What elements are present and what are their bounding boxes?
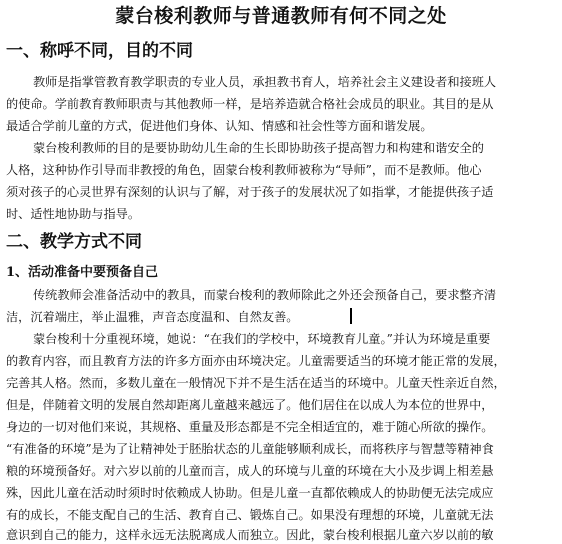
section2-subheading: 1、活动准备中要预备自己 [6,265,159,280]
section1-line: 时、适性地协助与指导。 [6,207,141,221]
section1-line: 蒙台梭利教师的目的是要协助幼儿生命的生长即协助孩子提高智力和构建和谐安全的 [33,141,484,155]
section1-heading: 一、称呼不同，目的不同 [6,41,193,61]
section1-line: 的使命。学前教育教师职责与其他教师一样，是培养造就合格社会成员的职业。其目的是从 [6,97,494,111]
section2-line: 但是，伴随着文明的发展自然却距离儿童越来越远了。他们居住在以成人为本位的世界中， [6,398,494,412]
text-cursor[interactable] [350,308,352,324]
section2-line: “有准备的环境”是为了让精神处于胚胎状态的儿童能够顺利成长，而将秩序与智慧等精神食 [6,442,494,456]
section1-line: 最适合学前儿童的方式，促进他们身体、认知、情感和社会性等方面和谐发展。 [6,119,433,133]
section2-line: 有的成长，不能支配自己的生活、教育自己、锻炼自己。如果没有理想的环境，儿童就无法 [6,508,494,522]
section2-line: 的教育内容，而且教育方法的许多方面亦由环境决定。儿童需要适当的环境才能正常的发展， [6,354,506,368]
section2-line: 蒙台梭利十分重视环境，她说：“在我们的学校中，环境教育儿童。”并认为环境是重要 [33,332,491,346]
section1-line: 教师是指掌管教育教学职责的专业人员，承担教书育人，培养社会主义建设者和接班人 [33,75,497,89]
document-title: 蒙台梭利教师与普通教师有何不同之处 [115,5,447,27]
section2-line: 传统教师会准备活动中的教具，而蒙台梭利的教师除此之外还会预备自己，要求整齐清 [33,288,497,302]
section1-line: 须对孩子的心灵世界有深刻的认识与了解，对于孩子的发展状况了如指掌，才能提供孩子适 [6,185,494,199]
section2-line: 身边的一切对他们来说，其规格、重量及形态都是不完全相适宜的，难于随心所欲的操作。 [6,420,494,434]
section2-line: 殊，因此儿童在活动时须时时依赖成人协助。但是儿童一直都依赖成人的协助便无法完成应 [6,486,494,500]
section1-line: 人格，这种协作引导而非教授的角色，固蒙台梭利教师被称为“导师”，而不是教师。他心 [6,163,482,177]
section2-line: 意识到自己的能力，这样永远无法脱离成人而独立。因此，蒙台梭利根据儿童六岁以前的敏 [6,528,494,542]
section2-heading: 二、教学方式不同 [6,232,142,252]
section2-line: 完善其人格。然而，多数儿童在一般情况下并不是生活在适当的环境中。儿童天性亲近自然， [6,376,506,390]
section2-line: 洁，沉着端庄，举止温雅，声音态度温和、自然友善。 [6,310,299,324]
section2-line: 粮的环境预备好。对六岁以前的儿童而言，成人的环境与儿童的环境在大小及步调上相差悬 [6,464,494,478]
